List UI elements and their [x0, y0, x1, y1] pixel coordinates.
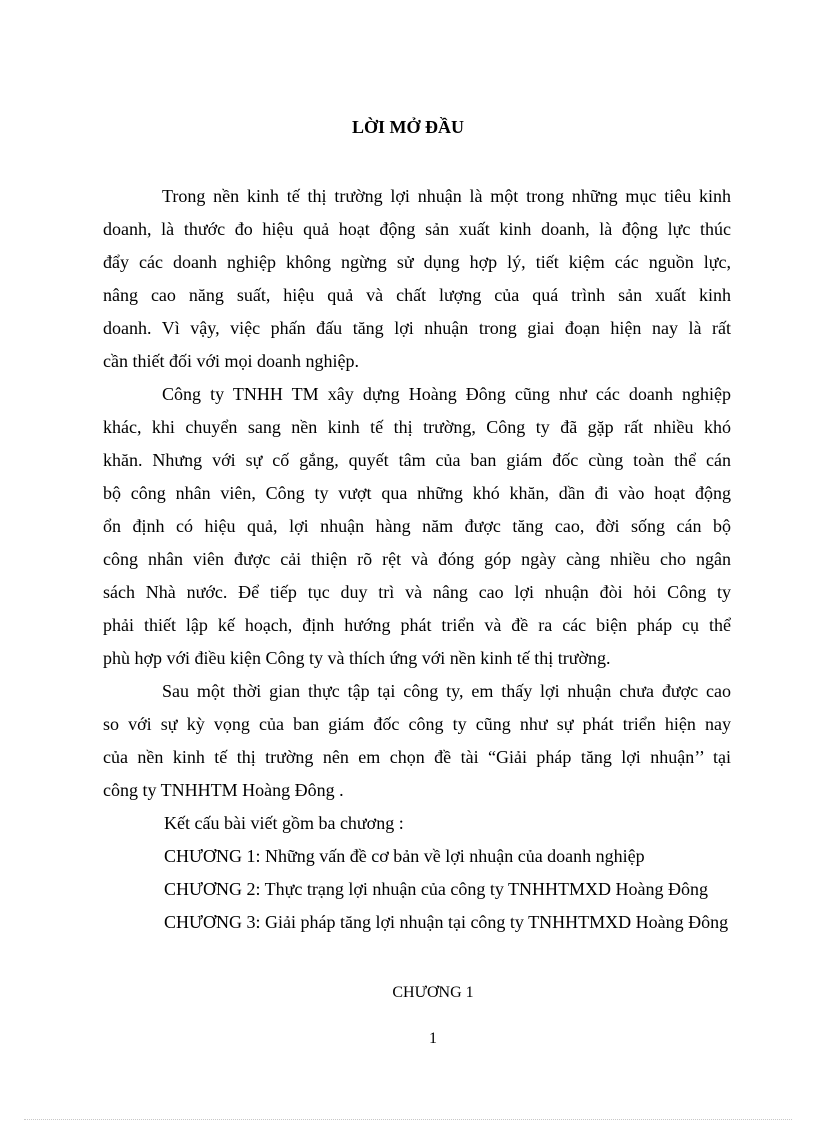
paragraph-3-line: so với sự kỳ vọng của ban giám đốc công ty cũng như sự phát triển hiện nay — [103, 714, 731, 734]
paragraph-1-line: nâng cao năng suất, hiệu quả và chất lượng của quá trình sản xuất kinh — [103, 285, 731, 305]
paragraph-3 — [103, 675, 731, 807]
chapter-list-item: CHƯƠNG 1: Những vấn đề cơ bản về lợi nhuận của doanh nghiệp — [164, 846, 645, 866]
chapter-list-item: CHƯƠNG 3: Giải pháp tăng lợi nhuận tại công ty TNHHTMXD Hoàng Đông — [164, 912, 729, 932]
paragraph-2-line: phải thiết lập kế hoạch, định hướng phát triển và đề ra các biện pháp cụ thể — [103, 615, 731, 635]
document-body — [103, 180, 731, 939]
paragraph-1-line: doanh. Vì vậy, việc phấn đấu tăng lợi nhuận trong giai đoạn hiện nay là rất — [103, 318, 731, 338]
paragraph-3-line: của nền kinh tế thị trường nên em chọn đề tài “Giải pháp tăng lợi nhuận’’ tại — [103, 747, 731, 767]
page-bottom-divider — [24, 1119, 792, 1120]
paragraph-2-line: phù hợp với điều kiện Công ty và thích ứng với nền kinh tế thị trường. — [103, 648, 611, 668]
paragraph-2-line: ổn định có hiệu quả, lợi nhuận hàng năm được tăng cao, đời sống cán bộ — [103, 516, 731, 536]
structure-intro: Kết cấu bài viết gồm ba chương : — [164, 813, 404, 833]
paragraph-1-line: cần thiết đối với mọi doanh nghiệp. — [103, 351, 359, 371]
paragraph-2-line: Công ty TNHH TM xây dựng Hoàng Đông cũng như các doanh nghiệp — [162, 384, 731, 404]
paragraph-1-line: Trong nền kinh tế thị trường lợi nhuận là một trong những mục tiêu kinh — [162, 186, 731, 206]
paragraph-2-line: sách Nhà nước. Để tiếp tục duy trì và nâng cao lợi nhuận đòi hỏi Công ty — [103, 582, 731, 602]
page-title: LỜI MỞ ĐẦU — [352, 117, 464, 137]
next-chapter-heading: CHƯƠNG 1 — [392, 984, 474, 1001]
paragraph-3-line: Sau một thời gian thực tập tại công ty, em thấy lợi nhuận chưa được cao — [162, 681, 731, 701]
paragraph-1-line: doanh, là thước đo hiệu quả hoạt động sản xuất kinh doanh, là động lực thúc — [103, 219, 731, 239]
paragraph-2-line: khăn. Nhưng với sự cố gắng, quyết tâm của ban giám đốc cùng toàn thể cán — [103, 450, 731, 470]
chapter-list-item: CHƯƠNG 2: Thực trạng lợi nhuận của công ty TNHHTMXD Hoàng Đông — [164, 879, 708, 899]
paragraph-1-line: đẩy các doanh nghiệp không ngừng sử dụng hợp lý, tiết kiệm các nguồn lực, — [103, 252, 731, 272]
page-number: 1 — [429, 1030, 437, 1047]
paragraph-1 — [103, 180, 731, 378]
paragraph-3-line: công ty TNHHTM Hoàng Đông . — [103, 780, 344, 800]
paragraph-2-line: bộ công nhân viên, Công ty vượt qua những khó khăn, dần đi vào hoạt động — [103, 483, 731, 503]
paragraph-2-line: khác, khi chuyển sang nền kinh tế thị trường, Công ty đã gặp rất nhiều khó — [103, 417, 731, 437]
paragraph-2-line: công nhân viên được cải thiện rõ rệt và đóng góp ngày càng nhiều cho ngân — [103, 549, 731, 569]
paragraph-2 — [103, 378, 731, 675]
